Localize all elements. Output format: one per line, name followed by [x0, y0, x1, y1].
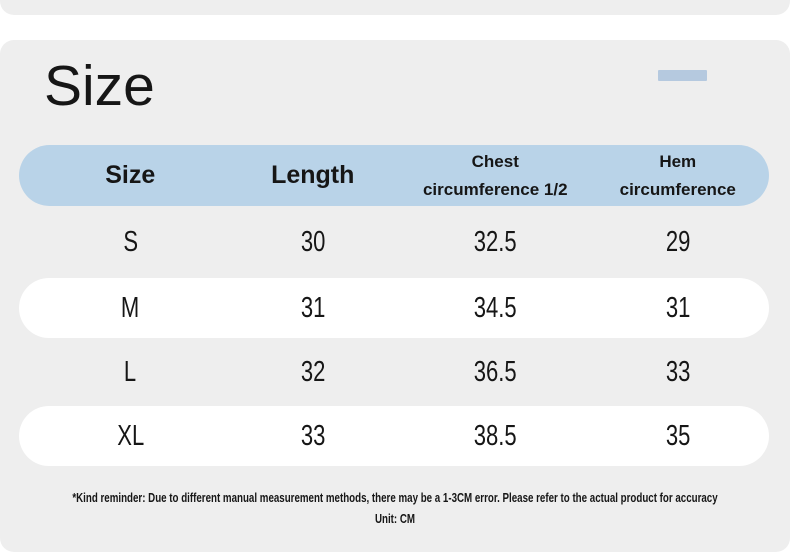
unit-text: Unit: CM — [374, 511, 416, 527]
header-label-size: Size — [105, 161, 156, 189]
cell-value: 33 — [300, 419, 326, 452]
cell-value: L — [124, 355, 137, 388]
table-cell — [39, 356, 222, 389]
cell-value: 31 — [665, 291, 691, 324]
cell-value: 36.5 — [473, 355, 517, 388]
table-cell — [39, 292, 222, 325]
cell-value: 31 — [300, 291, 326, 324]
table-row-s — [19, 206, 769, 278]
table-cell — [222, 356, 405, 389]
cell-value: M — [121, 291, 140, 324]
cell-value: 35 — [665, 419, 691, 452]
table-cell — [404, 226, 587, 259]
header-cell-length — [222, 161, 405, 190]
header-label-length: Length — [271, 161, 355, 189]
size-chart-panel — [0, 40, 790, 552]
table-cell — [587, 420, 770, 453]
table-row-xl — [19, 406, 769, 466]
cell-value: 29 — [665, 225, 691, 258]
table-cell — [222, 226, 405, 259]
header-label-chest-line2: circumference 1/2 — [422, 179, 568, 199]
cell-value: 30 — [300, 225, 326, 258]
table-row-l — [19, 338, 769, 406]
table-cell — [222, 292, 405, 325]
header-label-chest-line1: Chest — [471, 152, 519, 172]
header-cell-chest-circumference — [404, 148, 587, 202]
cell-value: 38.5 — [473, 419, 517, 452]
header-label-hem-line1: Hem — [659, 152, 697, 172]
cell-value: 32.5 — [473, 225, 517, 258]
table-cell — [222, 420, 405, 453]
previous-section-edge — [0, 0, 790, 15]
table-header-row — [19, 145, 769, 206]
table-cell — [587, 356, 770, 389]
page-title: Size — [44, 54, 155, 118]
size-table — [19, 145, 769, 466]
cell-value: 34.5 — [473, 291, 517, 324]
table-cell — [39, 420, 222, 453]
kind-reminder-text: *Kind reminder: Due to different manual measurement methods, there may be a 1-3CM error. Please refer to the actual product for accuracy — [72, 490, 718, 505]
cell-value: S — [122, 225, 138, 258]
decorative-bar — [658, 70, 707, 81]
cell-value: 33 — [665, 355, 691, 388]
header-cell-size — [39, 161, 222, 190]
table-cell — [39, 226, 222, 259]
table-cell — [404, 292, 587, 325]
table-row-m — [19, 278, 769, 338]
table-cell — [404, 420, 587, 453]
cell-value: 32 — [300, 355, 326, 388]
header-cell-hem-circumference — [587, 148, 770, 202]
cell-value: XL — [116, 419, 144, 452]
footer-notes — [0, 490, 790, 528]
table-cell — [587, 226, 770, 259]
table-cell — [587, 292, 770, 325]
table-cell — [404, 356, 587, 389]
header-label-hem-line2: circumference — [619, 179, 736, 199]
